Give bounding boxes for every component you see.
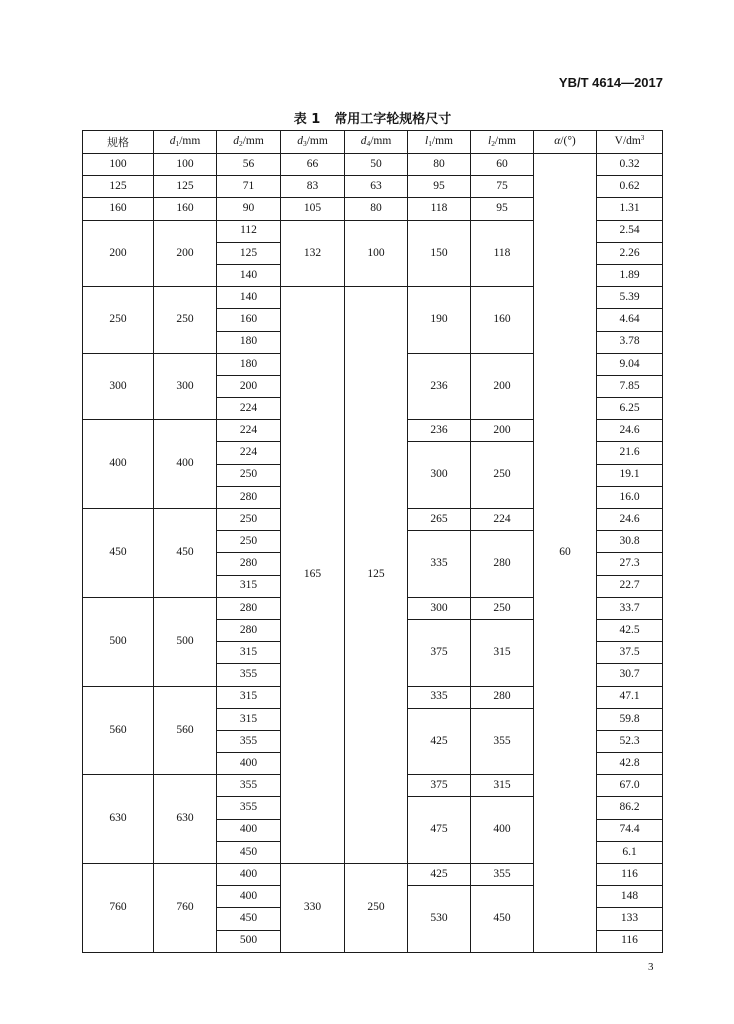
cell-d2: 140: [217, 265, 280, 286]
cell-l2: 60: [471, 154, 533, 175]
header-unit: /mm: [494, 135, 517, 148]
cell-spec: 160: [83, 198, 153, 219]
cell-d3: 66: [281, 154, 344, 175]
cell-l1: 425: [408, 864, 470, 885]
cell-d3: 132: [281, 221, 344, 287]
header-symbol: d: [233, 135, 239, 148]
cell-l2: 250: [471, 442, 533, 508]
cell-d2: 56: [217, 154, 280, 175]
cell-l2: 200: [471, 420, 533, 441]
column-header-l1: [408, 131, 470, 153]
cell-spec: 400: [83, 420, 153, 508]
cell-spec: 560: [83, 687, 153, 775]
cell-l2: 118: [471, 221, 533, 287]
cell-d2: 315: [217, 687, 280, 708]
header-unit: /mm: [431, 135, 454, 148]
header-unit: /(°): [560, 135, 576, 148]
cell-d2: 315: [217, 576, 280, 597]
column-header-d4: [345, 131, 407, 153]
cell-d2: 355: [217, 775, 280, 796]
header-symbol: l: [424, 135, 429, 148]
cell-volume: 33.7: [597, 598, 662, 619]
header-symbol: d: [297, 135, 303, 148]
cell-d2: 180: [217, 332, 280, 353]
cell-d2: 90: [217, 198, 280, 219]
cell-d2: 450: [217, 842, 280, 863]
cell-d2: 224: [217, 420, 280, 441]
cell-d1: 250: [154, 287, 216, 353]
cell-volume: 7.85: [597, 376, 662, 397]
cell-volume: 133: [597, 908, 662, 929]
cell-volume: 6.1: [597, 842, 662, 863]
cell-volume: 116: [597, 931, 662, 952]
cell-volume: 86.2: [597, 797, 662, 818]
header-unit: /mm: [306, 135, 328, 148]
cell-volume: 30.8: [597, 531, 662, 552]
header-unit: /mm: [242, 135, 264, 148]
cell-d2: 355: [217, 797, 280, 818]
cell-l2: 160: [471, 287, 533, 353]
cell-d2: 280: [217, 598, 280, 619]
cell-d3: 105: [281, 198, 344, 219]
cell-d2: 112: [217, 221, 280, 242]
cell-d2: 400: [217, 753, 280, 774]
cell-d2: 280: [217, 620, 280, 641]
cell-volume: 74.4: [597, 820, 662, 841]
cell-volume: 42.5: [597, 620, 662, 641]
cell-l1: 265: [408, 509, 470, 530]
cell-d1: 400: [154, 420, 216, 508]
cell-spec: 500: [83, 598, 153, 686]
cell-d2: 125: [217, 243, 280, 264]
header-unit: /mm: [179, 135, 201, 148]
cell-d3: 330: [281, 864, 344, 952]
cell-d1: 200: [154, 221, 216, 287]
cell-d2: 200: [217, 376, 280, 397]
header-subscript: 3: [302, 139, 307, 149]
cell-d1: 100: [154, 154, 216, 175]
header-symbol: d: [169, 135, 176, 148]
cell-d1: 630: [154, 775, 216, 863]
column-header-label: [361, 136, 392, 148]
cell-spec: 450: [83, 509, 153, 597]
column-header-d3: [281, 131, 344, 153]
cell-d2: 140: [217, 287, 280, 308]
column-header-label: [297, 136, 328, 148]
cell-l1: 190: [408, 287, 470, 353]
cell-d2: 450: [217, 908, 280, 929]
cell-volume: 9.04: [597, 354, 662, 375]
cell-volume: 2.26: [597, 243, 662, 264]
cell-volume: 21.6: [597, 442, 662, 463]
column-header-d2: [217, 131, 280, 153]
cell-d4: 125: [345, 287, 407, 863]
cell-d2: 280: [217, 487, 280, 508]
cell-d2: 355: [217, 664, 280, 685]
header-unit: /dm: [622, 135, 641, 148]
cell-l1: 335: [408, 687, 470, 708]
cell-d1: 125: [154, 176, 216, 197]
cell-volume: 1.89: [597, 265, 662, 286]
cell-volume: 37.5: [597, 642, 662, 663]
cell-l2: 400: [471, 797, 533, 863]
cell-volume: 5.39: [597, 287, 662, 308]
header-superscript: 3: [640, 135, 645, 143]
cell-l1: 80: [408, 154, 470, 175]
cell-volume: 3.78: [597, 332, 662, 353]
cell-spec: 100: [83, 154, 153, 175]
cell-volume: 52.3: [597, 731, 662, 752]
cell-l1: 300: [408, 442, 470, 508]
cell-d2: 250: [217, 509, 280, 530]
cell-l2: 450: [471, 886, 533, 952]
cell-volume: 2.54: [597, 221, 662, 242]
cell-l2: 95: [471, 198, 533, 219]
column-header-d1: [154, 131, 216, 153]
cell-volume: 22.7: [597, 576, 662, 597]
cell-l1: 475: [408, 797, 470, 863]
cell-volume: 30.7: [597, 664, 662, 685]
cell-d2: 250: [217, 531, 280, 552]
cell-volume: 148: [597, 886, 662, 907]
cell-volume: 24.6: [597, 420, 662, 441]
cell-volume: 0.32: [597, 154, 662, 175]
cell-d4: 63: [345, 176, 407, 197]
cell-d1: 760: [154, 864, 216, 952]
cell-spec: 630: [83, 775, 153, 863]
column-header-label: [170, 136, 201, 148]
cell-spec: 125: [83, 176, 153, 197]
cell-d1: 500: [154, 598, 216, 686]
cell-volume: 1.31: [597, 198, 662, 219]
header-unit: /mm: [370, 135, 392, 148]
header-subscript: 1: [428, 139, 432, 149]
document-code: YB/T 4614—2017: [558, 75, 663, 90]
cell-l1: 236: [408, 420, 470, 441]
cell-d1: 160: [154, 198, 216, 219]
cell-d2: 315: [217, 709, 280, 730]
cell-spec: 300: [83, 354, 153, 420]
cell-d3: 83: [281, 176, 344, 197]
cell-l2: 250: [471, 598, 533, 619]
cell-volume: 4.64: [597, 309, 662, 330]
cell-d1: 450: [154, 509, 216, 597]
column-header-spec: [83, 131, 153, 153]
cell-l2: 355: [471, 864, 533, 885]
cell-l2: 280: [471, 531, 533, 597]
header-subscript: 4: [366, 139, 371, 149]
cell-l1: 236: [408, 354, 470, 420]
cell-d2: 160: [217, 309, 280, 330]
cell-l1: 375: [408, 775, 470, 796]
cell-l2: 355: [471, 709, 533, 775]
column-header-volume: [597, 131, 662, 153]
column-header-label: [488, 136, 516, 148]
cell-l1: 95: [408, 176, 470, 197]
cell-l1: 118: [408, 198, 470, 219]
cell-l2: 200: [471, 354, 533, 420]
header-symbol: l: [487, 135, 492, 148]
header-subscript: 2: [238, 139, 243, 149]
header-subscript: 2: [491, 139, 495, 149]
cell-l1: 375: [408, 620, 470, 686]
cell-l2: 224: [471, 509, 533, 530]
cell-d2: 500: [217, 931, 280, 952]
cell-volume: 59.8: [597, 709, 662, 730]
cell-spec: 200: [83, 221, 153, 287]
table-title: 常用工字轮规格尺寸: [334, 112, 452, 127]
column-header-label: [425, 136, 453, 148]
spec-table: [82, 130, 663, 953]
cell-l1: 300: [408, 598, 470, 619]
cell-l2: 315: [471, 620, 533, 686]
cell-l2: 75: [471, 176, 533, 197]
column-header-l2: [471, 131, 533, 153]
cell-volume: 116: [597, 864, 662, 885]
cell-volume: 0.62: [597, 176, 662, 197]
cell-volume: 16.0: [597, 487, 662, 508]
cell-volume: 42.8: [597, 753, 662, 774]
cell-volume: 24.6: [597, 509, 662, 530]
cell-d2: 400: [217, 886, 280, 907]
header-symbol: V: [614, 135, 623, 148]
cell-l1: 530: [408, 886, 470, 952]
cell-volume: 6.25: [597, 398, 662, 419]
cell-spec: 250: [83, 287, 153, 353]
cell-d2: 355: [217, 731, 280, 752]
cell-l1: 150: [408, 221, 470, 287]
column-header-label: [615, 136, 645, 148]
table-label: 表 1: [293, 112, 321, 127]
cell-d2: 250: [217, 465, 280, 486]
cell-d1: 560: [154, 687, 216, 775]
header-symbol: d: [360, 135, 367, 148]
cell-d2: 224: [217, 442, 280, 463]
column-header-label: [233, 136, 264, 148]
cell-volume: 47.1: [597, 687, 662, 708]
cell-d2: 224: [217, 398, 280, 419]
cell-l1: 425: [408, 709, 470, 775]
cell-d4: 50: [345, 154, 407, 175]
table-caption: [82, 108, 663, 127]
cell-d4: 250: [345, 864, 407, 952]
cell-d2: 315: [217, 642, 280, 663]
cell-d2: 180: [217, 354, 280, 375]
cell-volume: 67.0: [597, 775, 662, 796]
cell-d2: 400: [217, 820, 280, 841]
cell-volume: 19.1: [597, 465, 662, 486]
cell-spec: 760: [83, 864, 153, 952]
cell-l2: 315: [471, 775, 533, 796]
cell-d4: 100: [345, 221, 407, 287]
cell-d4: 80: [345, 198, 407, 219]
cell-d2: 400: [217, 864, 280, 885]
page-number: 3: [648, 961, 654, 973]
cell-d2: 71: [217, 176, 280, 197]
cell-volume: 27.3: [597, 553, 662, 574]
cell-d2: 280: [217, 553, 280, 574]
cell-d1: 300: [154, 354, 216, 420]
header-subscript: 1: [175, 139, 180, 149]
column-header-label: 规格: [107, 135, 129, 149]
column-header-alpha: [534, 131, 596, 153]
header-symbol: α: [554, 135, 561, 148]
cell-l1: 335: [408, 531, 470, 597]
cell-alpha: 60: [534, 154, 596, 952]
cell-d3: 165: [281, 287, 344, 863]
cell-l2: 280: [471, 687, 533, 708]
column-header-label: [554, 136, 576, 148]
